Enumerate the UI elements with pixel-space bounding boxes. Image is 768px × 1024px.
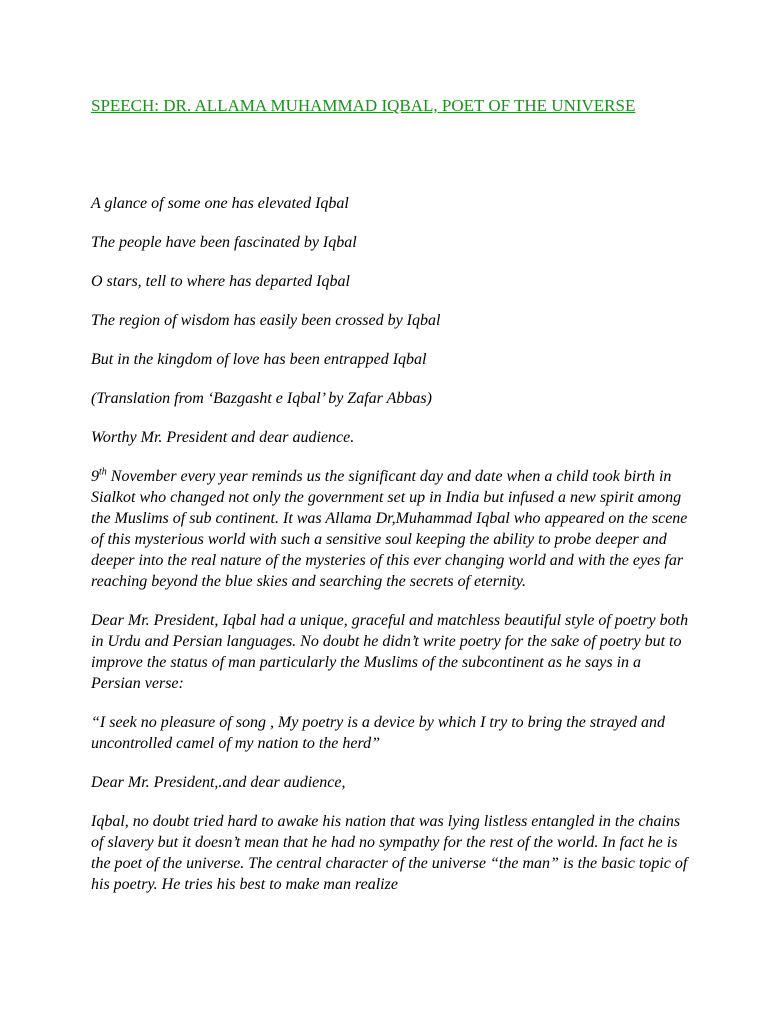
poem-line: The people have been fascinated by Iqbal	[91, 234, 357, 251]
poem	[91, 193, 691, 370]
poem-line: But in the kingdom of love has been entrapped Iqbal	[91, 351, 427, 368]
translation-note: (Translation from ‘Bazgasht e Iqbal’ by Zafar Abbas)	[91, 390, 432, 407]
document-body	[91, 193, 691, 913]
poem-line: A glance of some one has elevated Iqbal	[91, 195, 349, 212]
poem-line: The region of wisdom has easily been crossed by Iqbal	[91, 312, 441, 329]
paragraph-birth-ordinal: th	[99, 466, 107, 478]
persian-verse-quote: “I seek no pleasure of song , My poetry is a device by which I try to bring the strayed and uncontrolled camel of my nation to the herd”	[91, 714, 665, 752]
greeting: Worthy Mr. President and dear audience.	[91, 429, 355, 446]
paragraph-universe: Iqbal, no doubt tried hard to awake his nation that was lying listless entangled in the chains of slavery but it doesn’t mean that he had no sympathy for the rest of the world. In fact he is the poet of the universe. The central character of the universe “the man” is the basic topic of his poetry. He tries his best to make man realize	[91, 813, 688, 893]
document-title: SPEECH: DR. ALLAMA MUHAMMAD IQBAL, POET OF THE UNIVERSE	[91, 96, 636, 115]
poem-line: O stars, tell to where has departed Iqbal	[91, 273, 350, 290]
paragraph-style: Dear Mr. President, Iqbal had a unique, graceful and matchless beautiful style of poetry both in Urdu and Persian languages. No doubt he didn’t write poetry for the sake of poetry but to improve the status of man particularly the Muslims of the subcontinent as he says in a Persian verse:	[91, 612, 689, 692]
paragraph-birth	[91, 466, 691, 592]
greeting: Dear Mr. President,.and dear audience,	[91, 774, 346, 791]
paragraph-birth-text: November every year reminds us the significant day and date when a child took birth in Sialkot who changed not only the government set up in India but infused a new spirit among the Muslims of sub continent. It was Allama Dr,Muhammad Iqbal who appeared on the scene of this mysterious world with such a sensitive soul keeping the ability to probe deeper and deeper into the real nature of the mysteries of this ever changing world and with the eyes far reaching beyond the blue skies and searching the secrets of eternity.	[91, 468, 688, 590]
paragraph-birth-day: 9	[91, 468, 99, 485]
